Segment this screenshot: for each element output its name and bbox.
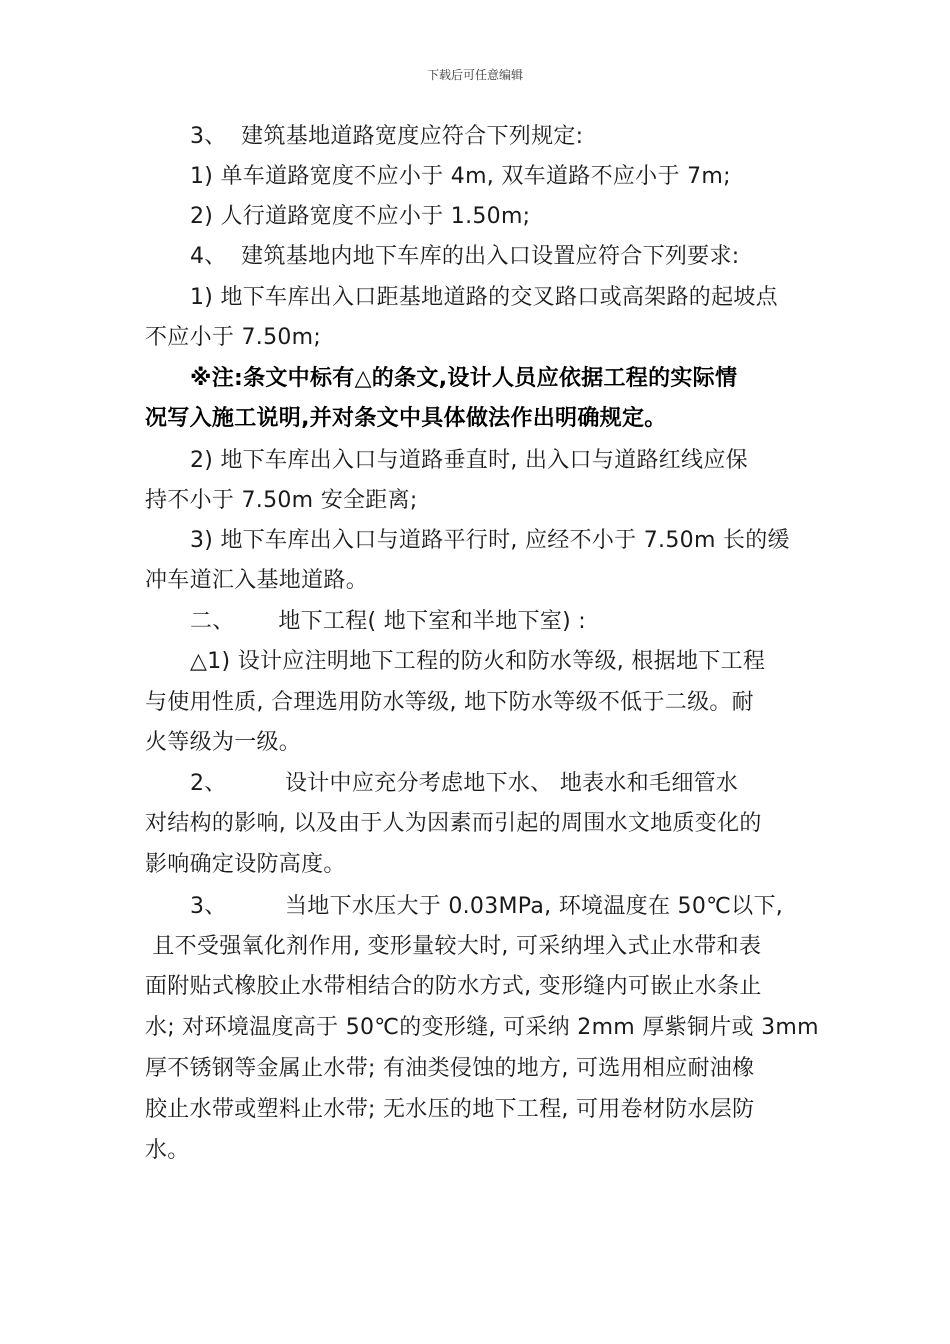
- text-line: 与使用性质, 合理选用防水等级, 地下防水等级不低于二级。耐: [145, 690, 754, 715]
- text-line: 厚不锈钢等金属止水带; 有油类侵蚀的地方, 可选用相应耐油橡: [145, 1056, 755, 1081]
- text-line: 冲车道汇入基地道路。: [145, 568, 369, 593]
- text-line: 持不小于 7.50m 安全距离;: [145, 488, 418, 513]
- text-line: 对结构的影响, 以及由于人为因素而引起的周围水文地质变化的: [145, 811, 762, 836]
- note-line: ※注:条文中标有△的条文,设计人员应依据工程的实际情: [190, 366, 738, 391]
- text-line: 1) 地下车库出入口距基地道路的交叉路口或高架路的起坡点: [190, 285, 778, 310]
- text-line: 影响确定设防高度。: [145, 852, 346, 877]
- text-line: 火等级为一级。: [145, 730, 302, 755]
- text-line: 水; 对环境温度高于 50℃的变形缝, 可采纳 2mm 厚紫铜片或 3mm: [145, 1015, 819, 1040]
- note-line: 况写入施工说明,并对条文中具体做法作出明确规定。: [145, 406, 667, 431]
- text-line: 4、 建筑基地内地下车库的出入口设置应符合下列要求:: [190, 244, 740, 269]
- text-line: △1) 设计应注明地下工程的防火和防水等级, 根据地下工程: [190, 649, 766, 674]
- text-line: 3) 地下车库出入口与道路平行时, 应经不小于 7.50m 长的缓: [190, 528, 790, 553]
- text-line: 2、 设计中应充分考虑地下水、 地表水和毛细管水: [190, 771, 739, 796]
- section-heading: 二、 地下工程( 地下室和半地下室) :: [190, 609, 587, 634]
- text-line: 不应小于 7.50m;: [145, 325, 322, 350]
- text-line: 胶止水带或塑料止水带; 无水压的地下工程, 可用卷材防水层防: [145, 1097, 755, 1122]
- text-line: 2) 人行道路宽度不应小于 1.50m;: [190, 204, 531, 229]
- text-line: 且不受强氧化剂作用, 变形量较大时, 可采纳埋入式止水带和表: [145, 934, 762, 959]
- text-line: 水。: [145, 1138, 190, 1163]
- text-line: 1) 单车道路宽度不应小于 4m, 双车道路不应小于 7m;: [190, 164, 731, 189]
- text-line: 3、 建筑基地道路宽度应符合下列规定:: [190, 124, 584, 149]
- page-header: 下载后可任意编辑: [426, 68, 523, 82]
- text-line: 3、 当地下水压大于 0.03MPa, 环境温度在 50℃以下,: [190, 894, 784, 919]
- text-line: 2) 地下车库出入口与道路垂直时, 出入口与道路红线应保: [190, 448, 748, 473]
- text-line: 面附贴式橡胶止水带相结合的防水方式, 变形缝内可嵌止水条止: [145, 974, 762, 999]
